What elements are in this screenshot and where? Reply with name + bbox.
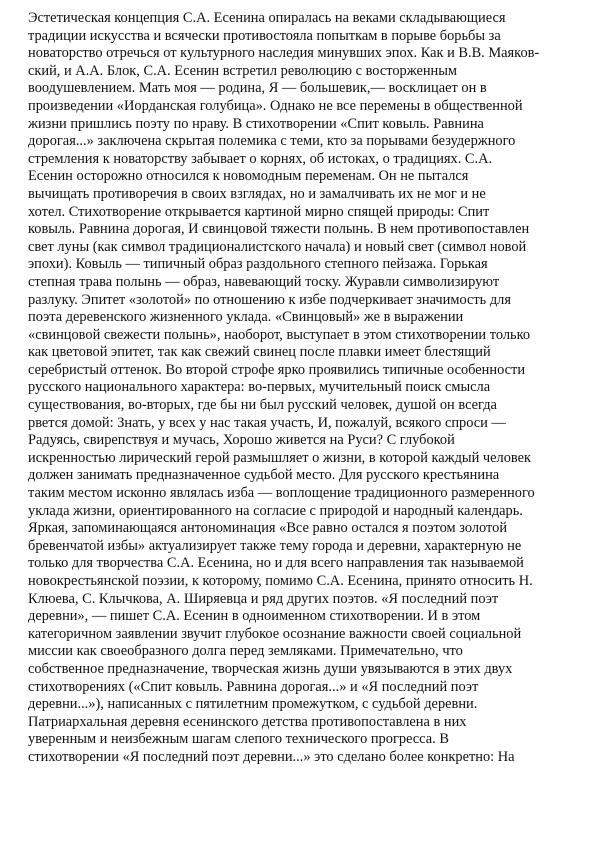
- text-line: новаторство отречься от культурного наследия минувших эпох. Как и В.В. Маяков-: [28, 45, 540, 62]
- text-line: стихотворении «Я последний поэт деревни...» это сделано более конкретно: На: [28, 748, 515, 765]
- text-line: только для творчества С.А. Есенина, но и для всего направления так называемой: [28, 555, 524, 572]
- text-line: уклада жизни, ориентированного на согласие с природой и народный календарь.: [28, 502, 523, 519]
- text-line: «свинцовой свежести полынь», наоборот, выступает в этом стихотворении только: [28, 326, 531, 343]
- text-line: хотел. Стихотворение открывается картиной мирно спящей природы: Спит: [28, 203, 490, 220]
- body-text: [28, 10, 568, 767]
- text-line: Клюева, С. Клычкова, А. Ширяевца и ряд других поэтов. «Я последний поэт: [28, 590, 499, 607]
- text-line: деревни...»), написанных с пятилетним промежутком, с судьбой деревни.: [28, 696, 478, 713]
- text-line: вычищать противоречия в своих взглядах, но и замалчивать их не мог и не: [28, 185, 486, 202]
- text-line: поэта деревенского жизненного уклада. «Свинцовый» же в выражении: [28, 309, 464, 326]
- text-line: должен занимать предназначенное судьбой место. Для русского крестьянина: [28, 467, 500, 484]
- text-line: русского национального характера: во-первых, мучительный поиск смысла: [28, 379, 491, 396]
- text-line: искренностью лирический герой размышляет о жизни, в которой каждый человек: [28, 449, 531, 466]
- text-line: Эстетическая концепция С.А. Есенина опиралась на веками складывающиеся: [28, 10, 506, 26]
- text-line: бревенчатой избы» актуализирует также тему города и деревни, характерную не: [28, 537, 522, 554]
- text-line: серебристый оттенок. Во второй строфе ярко проявились типичные особенности: [28, 361, 526, 378]
- text-line: ский, и А.А. Блок, С.А. Есенин встретил революцию с восторженным: [28, 62, 458, 79]
- text-line: стремления к новаторству забывает о корнях, об истоках, о традициях. С.А.: [28, 150, 493, 167]
- text-line: стихотворениях («Спит ковыль. Равнина дорогая...» и «Я последний поэт: [28, 678, 479, 695]
- text-line: жизни пришлись поэту по нраву. В стихотворении «Спит ковыль. Равнина: [28, 115, 484, 132]
- text-line: Радуясь, свирепствуя и мучась, Хорошо живется на Руси? С глубокой: [28, 432, 455, 449]
- text-line: Есенин осторожно относился к новомодным переменам. Он не пытался: [28, 168, 469, 185]
- text-line: Патриархальная деревня есенинского детства противопоставлена в них: [28, 713, 467, 730]
- text-line: уверенным и неизбежным шагам слепого технического прогресса. В: [28, 731, 449, 748]
- text-line: существования, во-вторых, где бы ни был русский человек, душой он всегда: [28, 397, 497, 414]
- text-line: ковыль. Равнина дорогая, И свинцовой тяжести полынь. В нем противопоставлен: [28, 221, 530, 238]
- text-line: как цветовой эпитет, так как свежий свинец после плавки имеет блестящий: [28, 344, 491, 361]
- text-line: произведении «Иорданская голубица». Однако не все перемены в общественной: [28, 97, 523, 114]
- text-line: свет луны (как символ традиционалистского начала) и новый свет (символ новой: [28, 238, 527, 255]
- text-line: деревни», — пишет С.А. Есенин в одноименном стихотворении. И в этом: [28, 608, 481, 625]
- text-line: таким местом исконно являлась изба — воплощение традиционного размеренного: [28, 485, 535, 502]
- text-line: разлуку. Эпитет «золотой» по отношению к избе подчеркивает значимость для: [28, 291, 511, 308]
- text-line: категоричном заявлении звучит глубокое осознание важности своей социальной: [28, 625, 522, 642]
- text-line: собственное предназначение, творческая жизнь души увязываются в этих двух: [28, 660, 513, 677]
- text-line: миссии как своеобразного долга перед земляками. Примечательно, что: [28, 643, 463, 660]
- text-line: степная трава полынь — образ, навевающий тоску. Журавли символизируют: [28, 273, 500, 290]
- text-line: новокрестьянской поэзии, к которому, помимо С.А. Есенина, принято относить Н.: [28, 573, 533, 589]
- text-line: воодушевлением. Мать моя — родина, Я — большевик,— восклицает он в: [28, 80, 487, 97]
- text-line: рвется домой: Знать, у всех у нас такая участь, И, пожалуй, всякого спроси —: [28, 414, 506, 431]
- text-line: дорогая...» заключена скрытая полемика с теми, кто за порывами безудержного: [28, 133, 516, 150]
- text-line: Яркая, запоминающаяся антономинация «Все равно остался я поэтом золотой: [28, 520, 508, 537]
- text-line: традиции искусства и всячески противостояла попыткам в порыве борьбы за: [28, 27, 501, 44]
- text-line: эпохи). Ковыль — типичный образ раздольного степного пейзажа. Горькая: [28, 256, 488, 273]
